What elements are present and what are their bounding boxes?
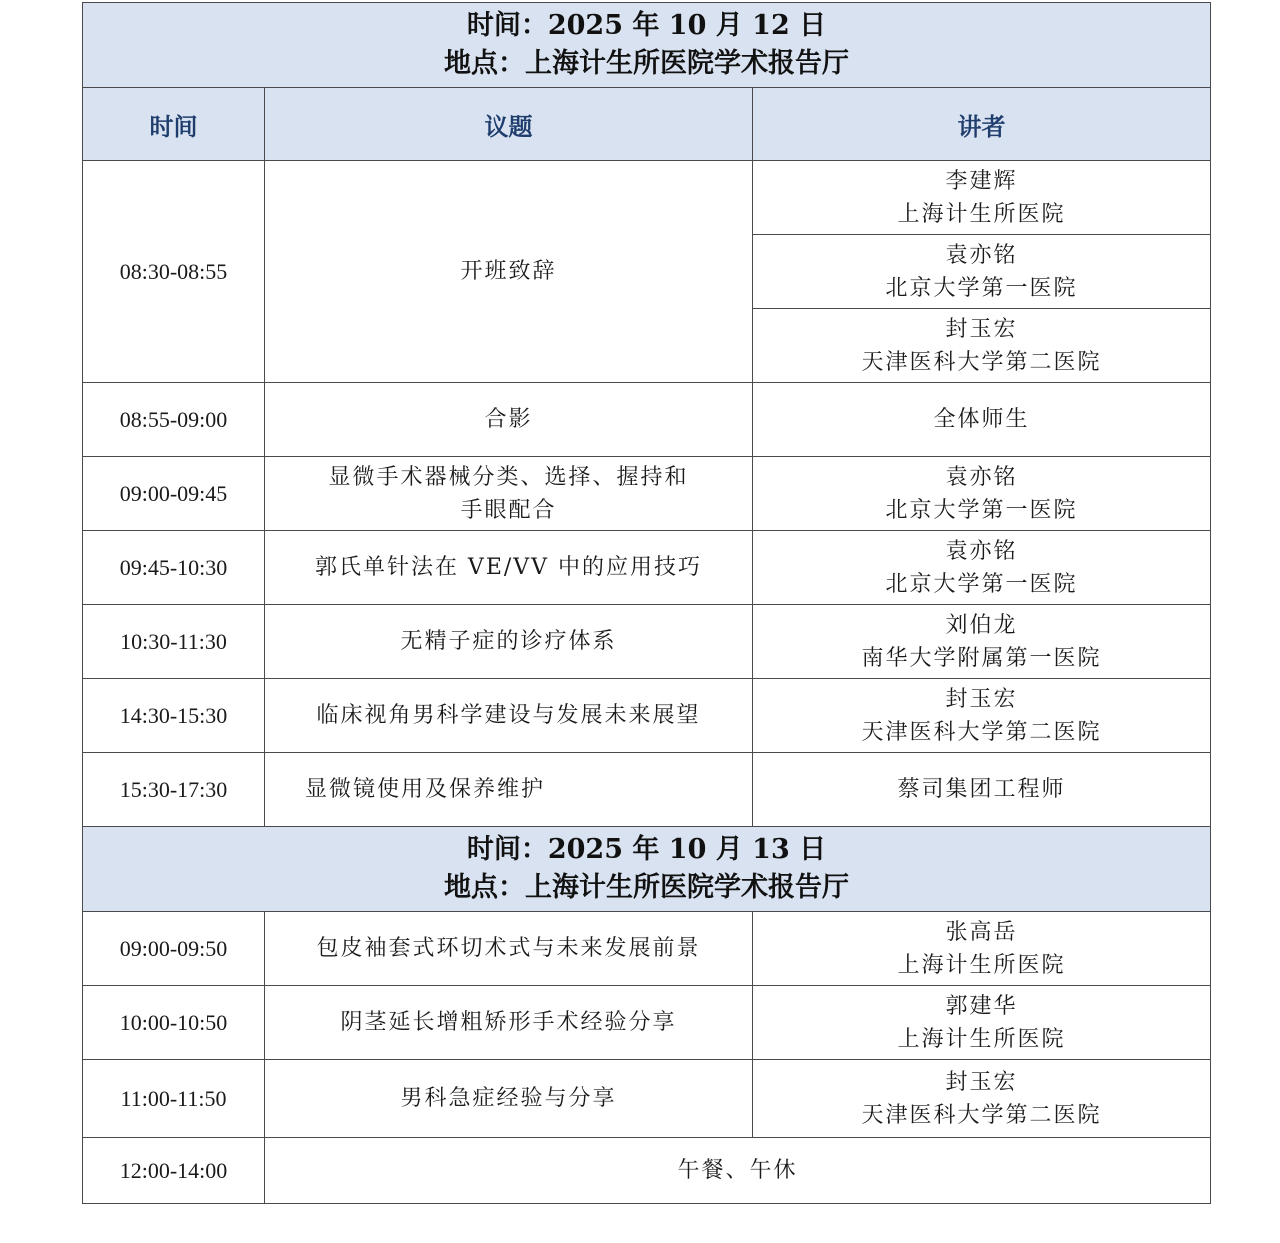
session-time: 09:00-09:45 xyxy=(83,457,265,531)
table-row xyxy=(83,912,1211,986)
session-time: 10:00-10:50 xyxy=(83,986,265,1060)
session-topic: 阴茎延长增粗矫形手术经验分享 xyxy=(265,986,753,1060)
table-row xyxy=(83,986,1211,1060)
speaker-name: 袁亦铭 xyxy=(945,538,1018,564)
session-time: 09:45-10:30 xyxy=(83,531,265,605)
session-time: 15:30-17:30 xyxy=(83,753,265,827)
speaker-org: 上海计生所医院 xyxy=(897,201,1066,227)
session-topic: 午餐、午休 xyxy=(265,1138,1211,1204)
session-time: 11:00-11:50 xyxy=(83,1060,265,1138)
session-topic: 无精子症的诊疗体系 xyxy=(265,605,753,679)
speaker-org: 天津医科大学第二医院 xyxy=(861,1102,1102,1128)
day1-venue: 地点：上海计生所医院学术报告厅 xyxy=(444,48,849,79)
table-row xyxy=(83,753,1211,827)
table-row xyxy=(83,605,1211,679)
table-row xyxy=(83,457,1211,531)
speaker-name: 郭建华 xyxy=(945,993,1018,1019)
speaker-org: 北京大学第一医院 xyxy=(885,497,1078,523)
session-speaker xyxy=(753,912,1211,986)
session-topic: 包皮袖套式环切术式与未来发展前景 xyxy=(265,912,753,986)
session-speaker xyxy=(753,986,1211,1060)
session-speaker xyxy=(753,531,1211,605)
session-time: 08:55-09:00 xyxy=(83,383,265,457)
session-topic: 临床视角男科学建设与发展未来展望 xyxy=(265,679,753,753)
session-time: 10:30-11:30 xyxy=(83,605,265,679)
day2-header-row xyxy=(83,827,1211,912)
speaker-org: 南华大学附属第一医院 xyxy=(861,645,1102,671)
table-row xyxy=(83,1138,1211,1204)
speaker-name: 李建辉 xyxy=(945,168,1018,194)
session-speaker xyxy=(753,309,1211,383)
schedule-table xyxy=(82,2,1211,1204)
table-row xyxy=(83,161,1211,235)
speaker-org: 北京大学第一医院 xyxy=(885,571,1078,597)
day1-header xyxy=(83,3,1211,88)
session-speaker xyxy=(753,679,1211,753)
session-time: 08:30-08:55 xyxy=(83,161,265,383)
column-header-row xyxy=(83,88,1211,161)
day1-date: 时间：2025 年 10 月 12 日 xyxy=(466,10,827,41)
column-header-topic: 议题 xyxy=(265,88,753,161)
speaker-name: 袁亦铭 xyxy=(945,464,1018,490)
topic-line: 手眼配合 xyxy=(460,497,557,523)
schedule-sheet xyxy=(82,2,1210,1204)
session-time: 09:00-09:50 xyxy=(83,912,265,986)
session-speaker: 全体师生 xyxy=(753,383,1211,457)
speaker-org: 天津医科大学第二医院 xyxy=(861,719,1102,745)
speaker-org: 上海计生所医院 xyxy=(897,952,1066,978)
session-speaker xyxy=(753,161,1211,235)
day2-venue: 地点：上海计生所医院学术报告厅 xyxy=(444,872,849,903)
session-topic: 合影 xyxy=(265,383,753,457)
day2-header xyxy=(83,827,1211,912)
speaker-org: 上海计生所医院 xyxy=(897,1026,1066,1052)
speaker-name: 张高岳 xyxy=(945,919,1018,945)
session-time: 12:00-14:00 xyxy=(83,1138,265,1204)
day1-header-row xyxy=(83,3,1211,88)
session-topic: 显微镜使用及保养维护 xyxy=(265,753,753,827)
table-row xyxy=(83,531,1211,605)
column-header-speaker: 讲者 xyxy=(753,88,1211,161)
session-speaker xyxy=(753,1060,1211,1138)
table-row xyxy=(83,679,1211,753)
speaker-name: 袁亦铭 xyxy=(945,242,1018,268)
day2-date: 时间：2025 年 10 月 13 日 xyxy=(466,834,827,865)
speaker-name: 封玉宏 xyxy=(945,686,1018,712)
session-speaker xyxy=(753,457,1211,531)
session-time: 14:30-15:30 xyxy=(83,679,265,753)
session-topic: 开班致辞 xyxy=(265,161,753,383)
speaker-name: 封玉宏 xyxy=(945,1069,1018,1095)
speaker-name: 刘伯龙 xyxy=(945,612,1018,638)
session-topic: 郭氏单针法在 VE/VV 中的应用技巧 xyxy=(265,531,753,605)
session-topic xyxy=(265,457,753,531)
session-speaker xyxy=(753,605,1211,679)
session-topic: 男科急症经验与分享 xyxy=(265,1060,753,1138)
table-row xyxy=(83,383,1211,457)
speaker-org: 北京大学第一医院 xyxy=(885,275,1078,301)
speaker-org: 天津医科大学第二医院 xyxy=(861,349,1102,375)
column-header-time: 时间 xyxy=(83,88,265,161)
topic-line: 显微手术器械分类、选择、握持和 xyxy=(328,464,689,490)
table-row xyxy=(83,1060,1211,1138)
session-speaker xyxy=(753,235,1211,309)
speaker-name: 封玉宏 xyxy=(945,316,1018,342)
session-speaker: 蔡司集团工程师 xyxy=(753,753,1211,827)
